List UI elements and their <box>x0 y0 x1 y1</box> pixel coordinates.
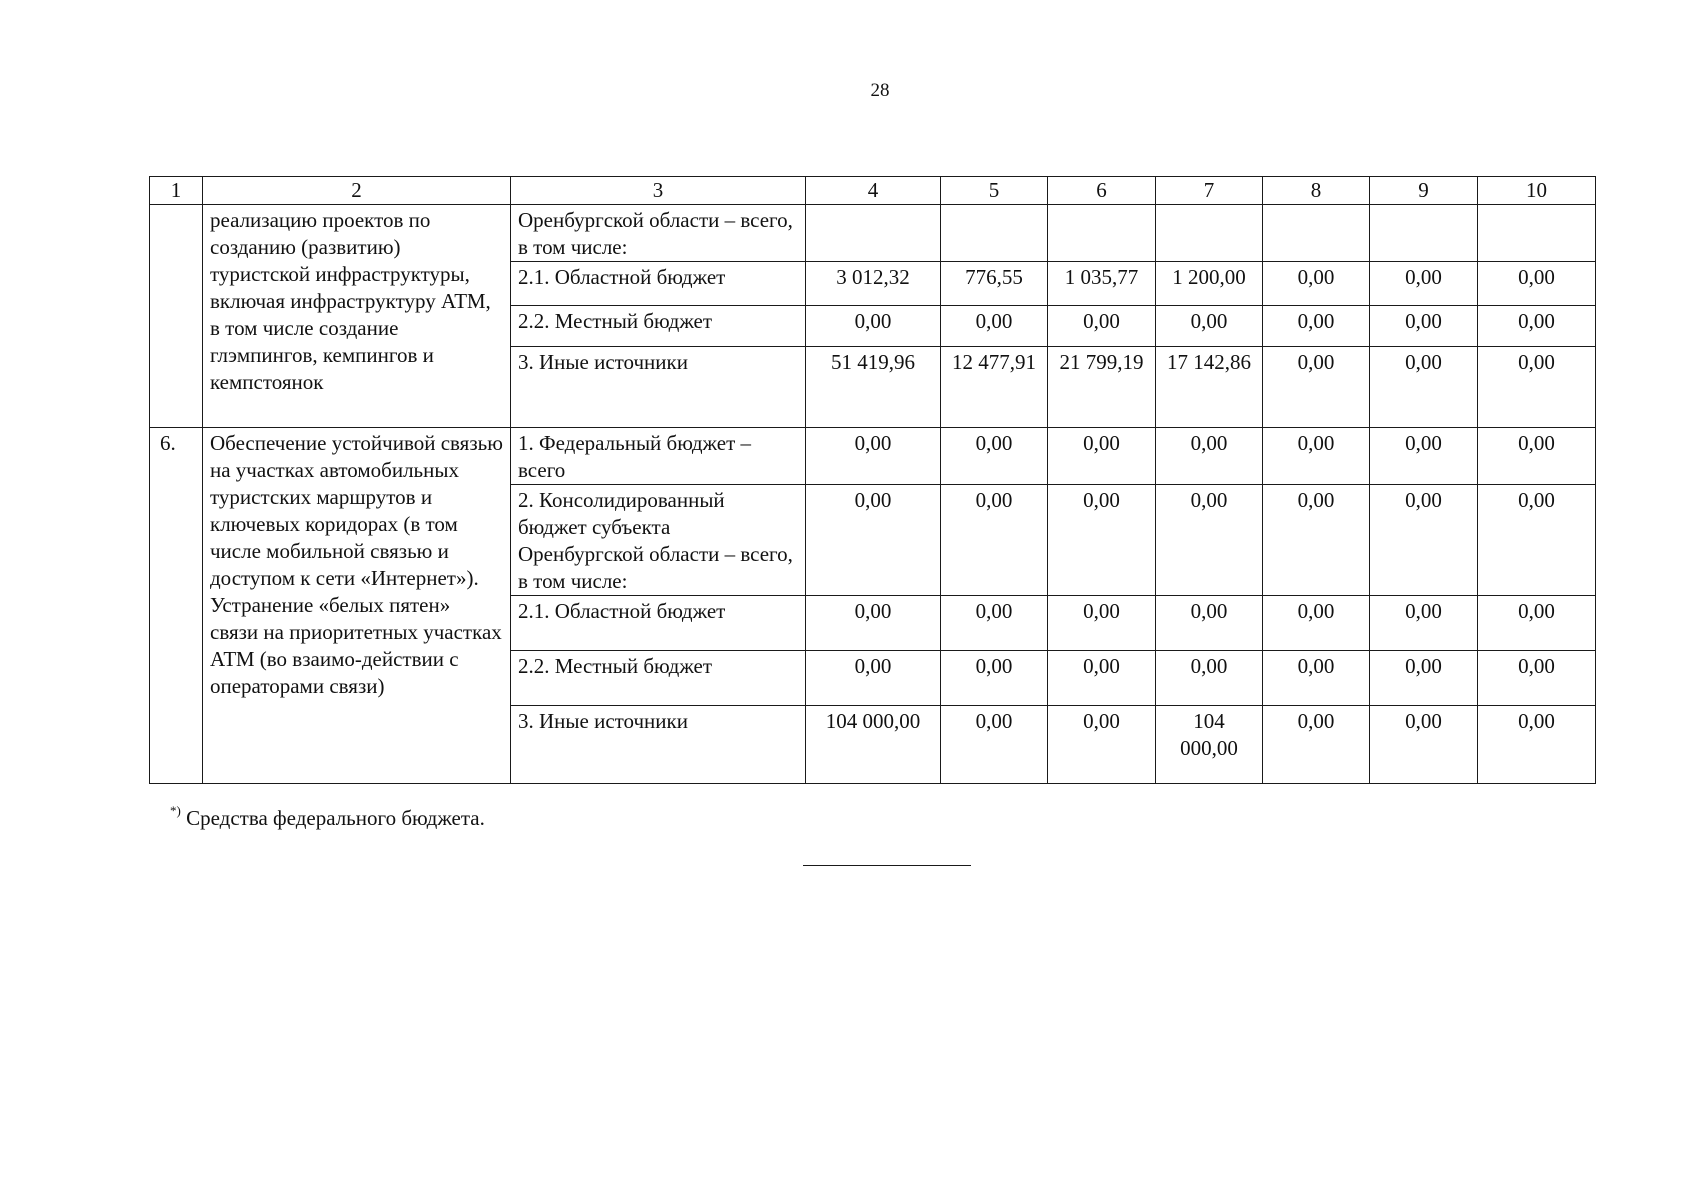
value-cell: 0,00 <box>1263 347 1370 428</box>
value-cell: 104 000,00 <box>1156 706 1263 784</box>
value-cell: 0,00 <box>941 596 1048 651</box>
value-cell: 0,00 <box>1156 485 1263 596</box>
value-cell: 0,00 <box>1478 651 1596 706</box>
value-cell: 0,00 <box>1370 428 1478 485</box>
value-cell: 12 477,91 <box>941 347 1048 428</box>
value-cell: 17 142,86 <box>1156 347 1263 428</box>
value-cell: 0,00 <box>1048 485 1156 596</box>
value-cell: 0,00 <box>1478 428 1596 485</box>
value-cell <box>1370 205 1478 262</box>
value-cell: 0,00 <box>1478 706 1596 784</box>
value-cell: 0,00 <box>1156 596 1263 651</box>
value-cell: 0,00 <box>806 485 941 596</box>
value-cell: 0,00 <box>1263 706 1370 784</box>
funding-source: 1. Федеральный бюджет – всего <box>511 428 806 485</box>
column-number: 10 <box>1478 177 1596 205</box>
value-cell: 0,00 <box>941 485 1048 596</box>
value-cell: 104 000,00 <box>806 706 941 784</box>
funding-source: Оренбургской области – всего, в том числе: <box>511 205 806 262</box>
funding-source: 2. Консолидированный бюджет субъекта Оренбургской области – всего, в том числе: <box>511 485 806 596</box>
column-number: 1 <box>150 177 203 205</box>
value-cell: 3 012,32 <box>806 262 941 306</box>
value-cell: 0,00 <box>1478 262 1596 306</box>
value-cell: 0,00 <box>806 428 941 485</box>
column-number: 8 <box>1263 177 1370 205</box>
value-cell: 0,00 <box>941 651 1048 706</box>
funding-source: 2.2. Местный бюджет <box>511 306 806 347</box>
value-cell: 0,00 <box>1370 706 1478 784</box>
value-cell: 0,00 <box>1370 262 1478 306</box>
value-cell: 0,00 <box>1263 596 1370 651</box>
value-cell: 0,00 <box>1370 651 1478 706</box>
value-cell: 0,00 <box>1048 428 1156 485</box>
value-cell: 0,00 <box>1263 262 1370 306</box>
value-cell: 51 419,96 <box>806 347 941 428</box>
table-header-row <box>150 177 1596 205</box>
value-cell: 0,00 <box>1370 596 1478 651</box>
value-cell <box>1156 205 1263 262</box>
column-number: 6 <box>1048 177 1156 205</box>
value-cell <box>1478 205 1596 262</box>
value-cell <box>1048 205 1156 262</box>
value-cell: 0,00 <box>1478 347 1596 428</box>
value-cell: 0,00 <box>1263 306 1370 347</box>
row-index <box>150 205 203 428</box>
table-row <box>150 205 1596 262</box>
value-cell: 21 799,19 <box>1048 347 1156 428</box>
value-cell: 776,55 <box>941 262 1048 306</box>
value-cell: 0,00 <box>1370 306 1478 347</box>
funding-source: 2.2. Местный бюджет <box>511 651 806 706</box>
value-cell: 1 035,77 <box>1048 262 1156 306</box>
value-cell: 0,00 <box>1478 306 1596 347</box>
value-cell: 0,00 <box>941 428 1048 485</box>
value-cell: 0,00 <box>1048 306 1156 347</box>
funding-source: 2.1. Областной бюджет <box>511 596 806 651</box>
value-cell <box>941 205 1048 262</box>
value-cell: 0,00 <box>806 596 941 651</box>
table-row <box>150 428 1596 485</box>
value-cell: 0,00 <box>1478 485 1596 596</box>
column-number: 9 <box>1370 177 1478 205</box>
end-divider <box>803 865 971 866</box>
value-cell: 0,00 <box>806 306 941 347</box>
value-cell: 0,00 <box>1478 596 1596 651</box>
value-cell: 1 200,00 <box>1156 262 1263 306</box>
column-number: 7 <box>1156 177 1263 205</box>
value-cell: 0,00 <box>1048 596 1156 651</box>
column-number: 2 <box>203 177 511 205</box>
value-cell: 0,00 <box>1370 347 1478 428</box>
funding-source: 2.1. Областной бюджет <box>511 262 806 306</box>
value-cell: 0,00 <box>1156 306 1263 347</box>
value-cell: 0,00 <box>1263 428 1370 485</box>
page-number: 28 <box>870 80 890 101</box>
column-number: 4 <box>806 177 941 205</box>
footnote-marker: *) <box>170 803 181 818</box>
measure-description: реализацию проектов по созданию (развитию) туристской инфраструктуры, включая инфраструктуру АТМ, в том числе создание глэмпингов, кемпингов и кемпстоянок <box>203 205 511 428</box>
value-cell: 0,00 <box>1156 428 1263 485</box>
column-number: 5 <box>941 177 1048 205</box>
value-cell: 0,00 <box>941 706 1048 784</box>
value-cell: 0,00 <box>1263 651 1370 706</box>
value-cell: 0,00 <box>806 651 941 706</box>
value-cell <box>806 205 941 262</box>
budget-table <box>149 176 1596 784</box>
value-cell: 0,00 <box>1048 651 1156 706</box>
footnote <box>170 803 485 831</box>
value-cell: 0,00 <box>1048 706 1156 784</box>
row-index: 6. <box>150 428 203 784</box>
measure-description: Обеспечение устойчивой связью на участках автомобильных туристских маршрутов и ключевых коридорах (в том числе мобильной связью и доступом к сети «Интернет»). Устранение «белых пятен» связи на приоритетных участках АТМ (во взаимо-действии с операторами связи) <box>203 428 511 784</box>
funding-source: 3. Иные источники <box>511 347 806 428</box>
funding-source: 3. Иные источники <box>511 706 806 784</box>
value-cell <box>1263 205 1370 262</box>
column-number: 3 <box>511 177 806 205</box>
footnote-text: Средства федерального бюджета. <box>180 806 485 830</box>
value-cell: 0,00 <box>1156 651 1263 706</box>
value-cell: 0,00 <box>1370 485 1478 596</box>
value-cell: 0,00 <box>941 306 1048 347</box>
value-cell: 0,00 <box>1263 485 1370 596</box>
